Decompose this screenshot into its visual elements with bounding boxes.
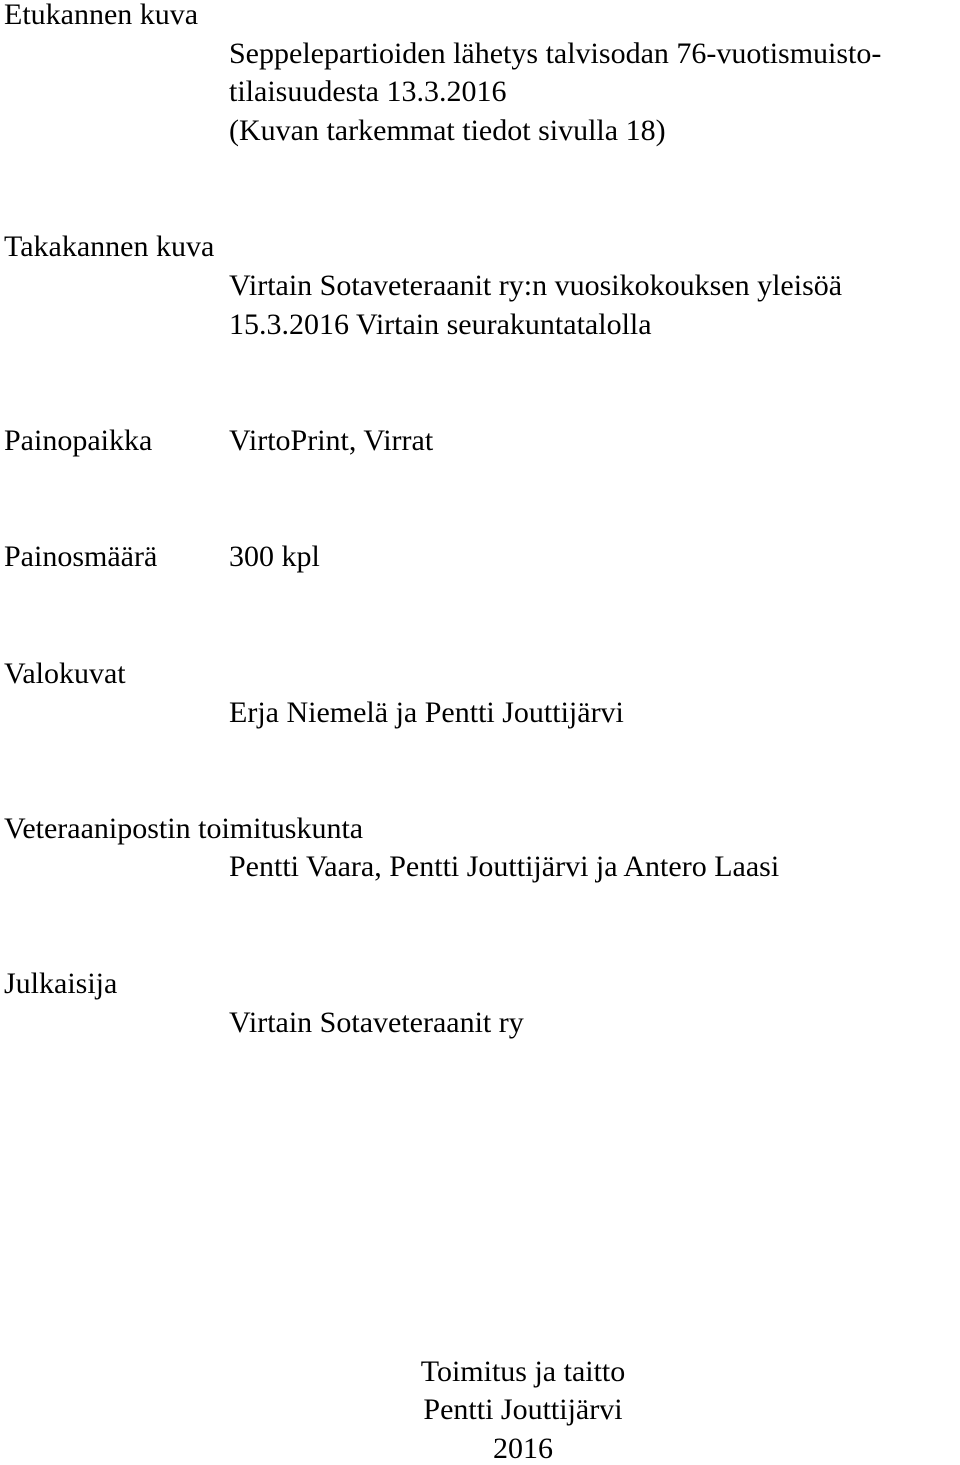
front-cover-caption-line: (Kuvan tarkemmat tiedot sivulla 18) [229, 114, 666, 147]
front-cover-caption-line: Seppelepartioiden lähetys talvisodan 76-vuotismuisto- [229, 37, 882, 70]
print-location-value: VirtoPrint, Virrat [229, 424, 434, 457]
back-cover-heading: Takakannen kuva [4, 230, 215, 263]
credits-year: 2016 [493, 1432, 553, 1465]
print-run-value: 300 kpl [229, 540, 320, 573]
credits-line: Toimitus ja taitto [420, 1355, 626, 1388]
publisher-label: Julkaisija [4, 967, 118, 1000]
photos-label: Valokuvat [4, 657, 126, 690]
front-cover-caption-line: tilaisuudesta 13.3.2016 [229, 75, 507, 108]
print-location-label: Painopaikka [4, 424, 153, 457]
front-cover-heading: Etukannen kuva [4, 0, 199, 31]
back-cover-caption-line: Virtain Sotaveteraanit ry:n vuosikokouksen yleisöä [229, 269, 843, 302]
photos-value: Erja Niemelä ja Pentti Jouttijärvi [229, 696, 624, 729]
credits-editor-name: Pentti Jouttijärvi [423, 1393, 623, 1426]
publisher-value: Virtain Sotaveteraanit ry [229, 1006, 524, 1039]
editorial-board-label: Veteraanipostin toimituskunta [4, 812, 364, 845]
editorial-board-value: Pentti Vaara, Pentti Jouttijärvi ja Antero Laasi [229, 850, 780, 883]
print-run-label: Painosmäärä [4, 540, 158, 573]
back-cover-caption-line: 15.3.2016 Virtain seurakuntatalolla [229, 308, 652, 341]
